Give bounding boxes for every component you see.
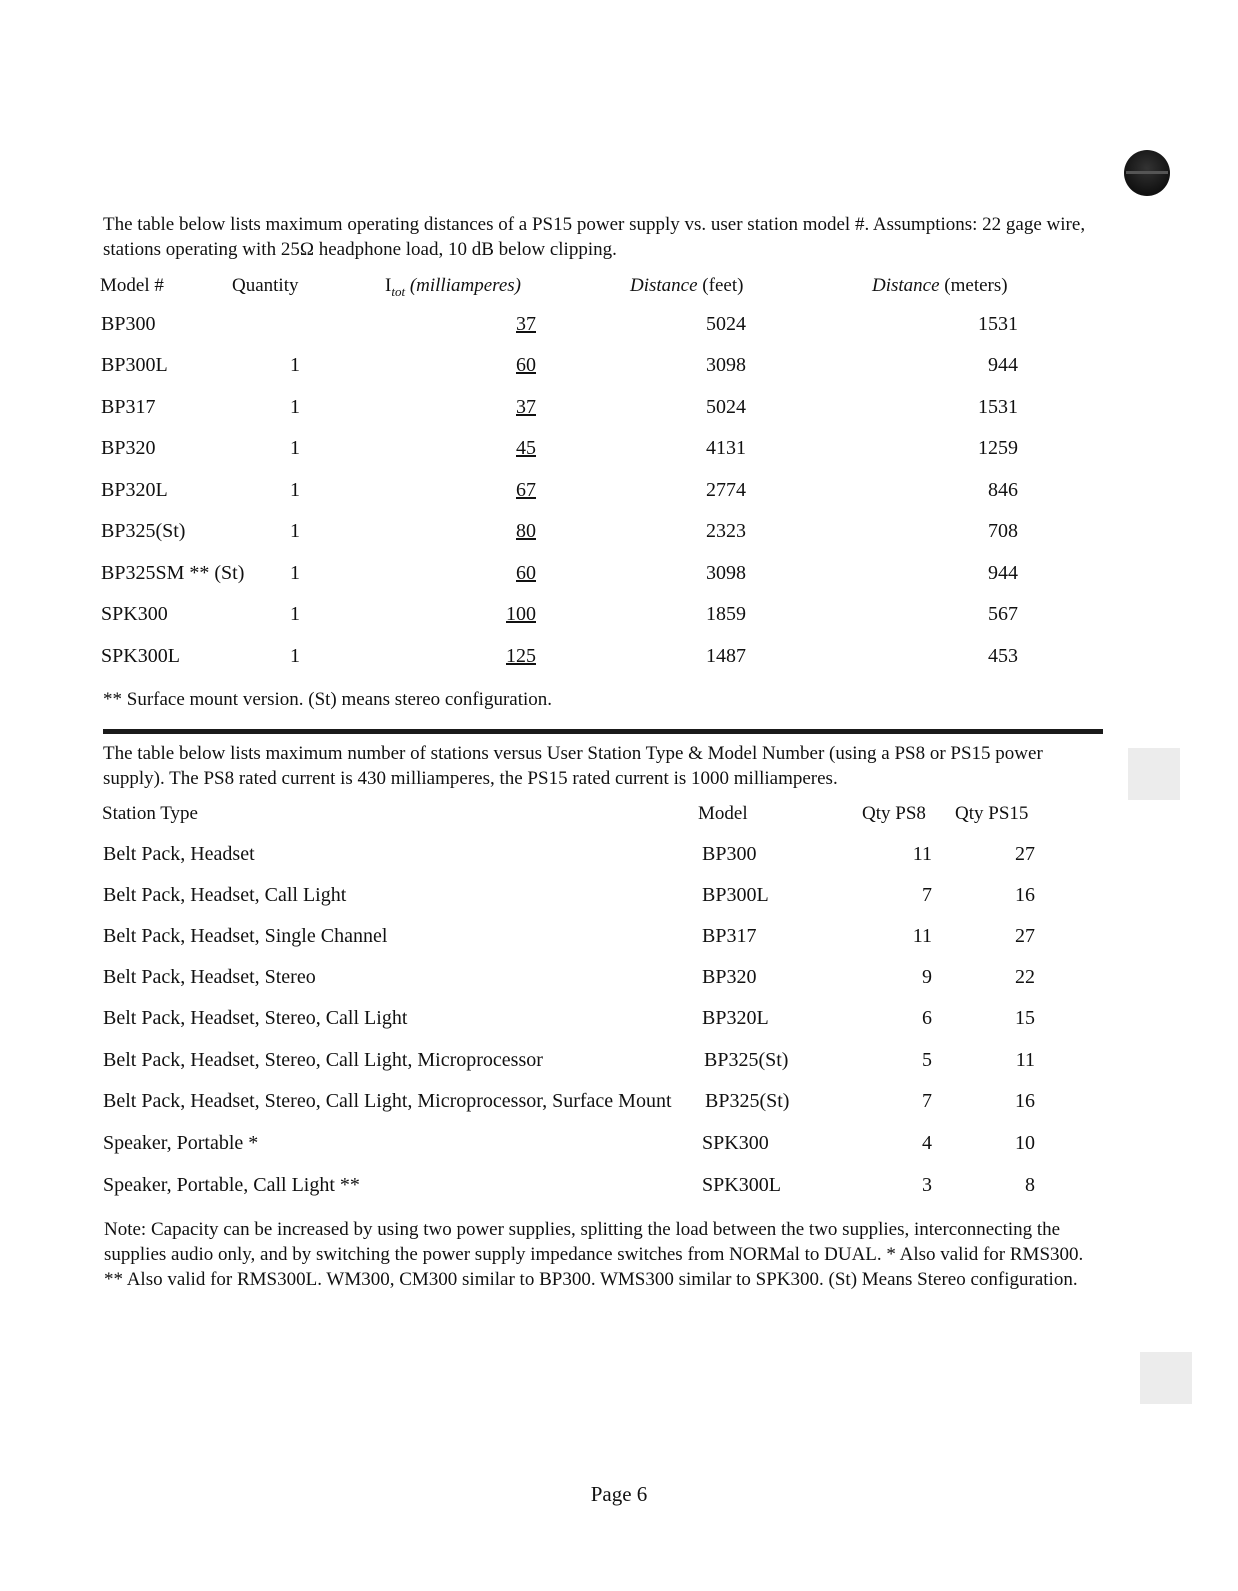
cell-itot: 100: [506, 603, 536, 625]
table-row: [0, 884, 1238, 914]
cell-qty-ps8: 11: [912, 843, 932, 865]
cell-qty-ps15: 15: [1015, 1007, 1035, 1029]
cell-meters: 453: [988, 645, 1018, 667]
cell-itot: 37: [516, 313, 536, 335]
page-tab-marker: [1140, 1352, 1192, 1404]
cell-model: BP325SM ** (St): [101, 562, 245, 584]
cell-meters: 567: [988, 603, 1018, 625]
cell-meters: 846: [988, 479, 1018, 501]
cell-feet: 5024: [706, 396, 746, 418]
table-row: [0, 925, 1238, 955]
header-model: Model: [698, 803, 748, 824]
cell-model: BP317: [101, 396, 156, 418]
black-dot-icon: [1124, 150, 1170, 196]
cell-qty-ps15: 16: [1015, 884, 1035, 906]
cell-qty-ps15: 27: [1015, 843, 1035, 865]
table-row: [0, 1174, 1238, 1204]
cell-model: SPK300: [101, 603, 168, 625]
cell-model: BP320: [101, 437, 156, 459]
cell-station-type: Belt Pack, Headset, Stereo: [103, 966, 316, 988]
cell-itot: 60: [516, 354, 536, 376]
cell-feet: 1859: [706, 603, 746, 625]
cell-qty: 1: [290, 520, 300, 542]
cell-qty-ps15: 27: [1015, 925, 1035, 947]
cell-qty-ps15: 11: [1015, 1049, 1035, 1071]
table-row: [0, 520, 1238, 550]
table-row: [0, 1007, 1238, 1037]
cell-qty: 1: [290, 354, 300, 376]
cell-model: SPK300: [702, 1132, 769, 1154]
cell-model: BP325(St): [704, 1049, 789, 1071]
cell-meters: 1531: [978, 396, 1018, 418]
cell-itot: 37: [516, 396, 536, 418]
cell-feet: 2323: [706, 520, 746, 542]
header-itot: $I_{tot}$ (milliamperes): [385, 275, 521, 299]
cell-model: BP325(St): [101, 520, 186, 542]
cell-meters: 1531: [978, 313, 1018, 335]
cell-itot: 67: [516, 479, 536, 501]
page-tab-marker: [1128, 748, 1180, 800]
table-row: [0, 1049, 1238, 1079]
cell-model: SPK300L: [101, 645, 180, 667]
header-qty-ps15: Qty PS15: [955, 803, 1029, 824]
cell-feet: 1487: [706, 645, 746, 667]
cell-qty-ps15: 16: [1015, 1090, 1035, 1112]
table-row: [0, 645, 1238, 675]
cell-station-type: Belt Pack, Headset, Single Channel: [103, 925, 388, 947]
cell-itot: 60: [516, 562, 536, 584]
cell-model: SPK300L: [702, 1174, 781, 1196]
cell-qty-ps15: 10: [1015, 1132, 1035, 1154]
cell-model: BP300: [702, 843, 757, 865]
table-row: [0, 396, 1238, 426]
cell-feet: 5024: [706, 313, 746, 335]
header-station-type: Station Type: [102, 803, 198, 824]
cell-qty-ps8: 7: [922, 884, 932, 906]
cell-qty: 1: [290, 562, 300, 584]
table-row: [0, 1132, 1238, 1162]
cell-qty-ps8: 11: [912, 925, 932, 947]
intro-paragraph-2: The table below lists maximum number of stations versus User Station Type & Model Number (using a PS8 or PS15 power supply). The PS8 rated current is 430 milliamperes, the PS15 rated current is 1000 milliamperes.: [103, 743, 1043, 789]
table-row: [0, 354, 1238, 384]
cell-meters: 944: [988, 354, 1018, 376]
cell-model: BP320L: [702, 1007, 769, 1029]
cell-station-type: Belt Pack, Headset: [103, 843, 255, 865]
header-distance-feet: Distance (feet): [630, 275, 744, 296]
cell-station-type: Belt Pack, Headset, Stereo, Call Light, Microprocessor, Surface Mount: [103, 1090, 672, 1112]
cell-model: BP300: [101, 313, 156, 335]
intro-paragraph-1: The table below lists maximum operating distances of a PS15 power supply vs. user station model #. Assumptions: 22 gage wire, stations operating with 25Ω headphone load, 10 dB below clipping.: [103, 214, 1086, 260]
cell-qty-ps8: 5: [922, 1049, 932, 1071]
section-divider: [103, 729, 1103, 734]
cell-itot: 80: [516, 520, 536, 542]
cell-qty: 1: [290, 603, 300, 625]
table-row: [0, 562, 1238, 592]
cell-qty: 1: [290, 479, 300, 501]
header-model: Model #: [100, 275, 164, 296]
cell-feet: 3098: [706, 562, 746, 584]
cell-station-type: Speaker, Portable, Call Light **: [103, 1174, 360, 1196]
cell-model: BP300L: [702, 884, 769, 906]
cell-feet: 3098: [706, 354, 746, 376]
capacity-note: Note: Capacity can be increased by using two power supplies, splitting the load between the two supplies, interconnecting the supplies audio only, and by switching the power supply impedance switches from NORMal to DUAL. * Also valid for RMS300. ** Also valid for RMS300L. WM300, CM300 similar to BP300. WMS300 similar to SPK300. (St) Means Stereo configuration.: [104, 1219, 1084, 1290]
cell-qty-ps8: 4: [922, 1132, 932, 1154]
table-row: [0, 479, 1238, 509]
header-qty-ps8: Qty PS8: [862, 803, 926, 824]
cell-itot: 125: [506, 645, 536, 667]
cell-qty: 1: [290, 437, 300, 459]
header-quantity: Quantity: [232, 275, 299, 296]
header-distance-meters: Distance (meters): [872, 275, 1008, 296]
table-row: [0, 843, 1238, 873]
cell-station-type: Belt Pack, Headset, Call Light: [103, 884, 347, 906]
table-row: [0, 603, 1238, 633]
cell-model: BP317: [702, 925, 757, 947]
cell-qty-ps8: 3: [922, 1174, 932, 1196]
cell-meters: 1259: [978, 437, 1018, 459]
cell-model: BP320: [702, 966, 757, 988]
cell-qty-ps15: 22: [1015, 966, 1035, 988]
cell-model: BP325(St): [705, 1090, 790, 1112]
cell-qty: 1: [290, 396, 300, 418]
cell-feet: 2774: [706, 479, 746, 501]
cell-station-type: Speaker, Portable *: [103, 1132, 259, 1154]
cell-meters: 944: [988, 562, 1018, 584]
cell-qty-ps8: 7: [922, 1090, 932, 1112]
cell-station-type: Belt Pack, Headset, Stereo, Call Light: [103, 1007, 408, 1029]
page-number: Page 6: [590, 1482, 648, 1506]
cell-qty-ps8: 9: [922, 966, 932, 988]
cell-feet: 4131: [706, 437, 746, 459]
cell-model: BP300L: [101, 354, 168, 376]
table1-footnote: ** Surface mount version. (St) means stereo configuration.: [103, 689, 553, 710]
table-row: [0, 313, 1238, 343]
cell-itot: 45: [516, 437, 536, 459]
cell-station-type: Belt Pack, Headset, Stereo, Call Light, Microprocessor: [103, 1049, 543, 1071]
cell-qty-ps8: 6: [922, 1007, 932, 1029]
cell-meters: 708: [988, 520, 1018, 542]
table-row: [0, 1090, 1238, 1120]
cell-model: BP320L: [101, 479, 168, 501]
table-row: [0, 966, 1238, 996]
cell-qty: 1: [290, 645, 300, 667]
cell-qty-ps15: 8: [1025, 1174, 1035, 1196]
table-row: [0, 437, 1238, 467]
